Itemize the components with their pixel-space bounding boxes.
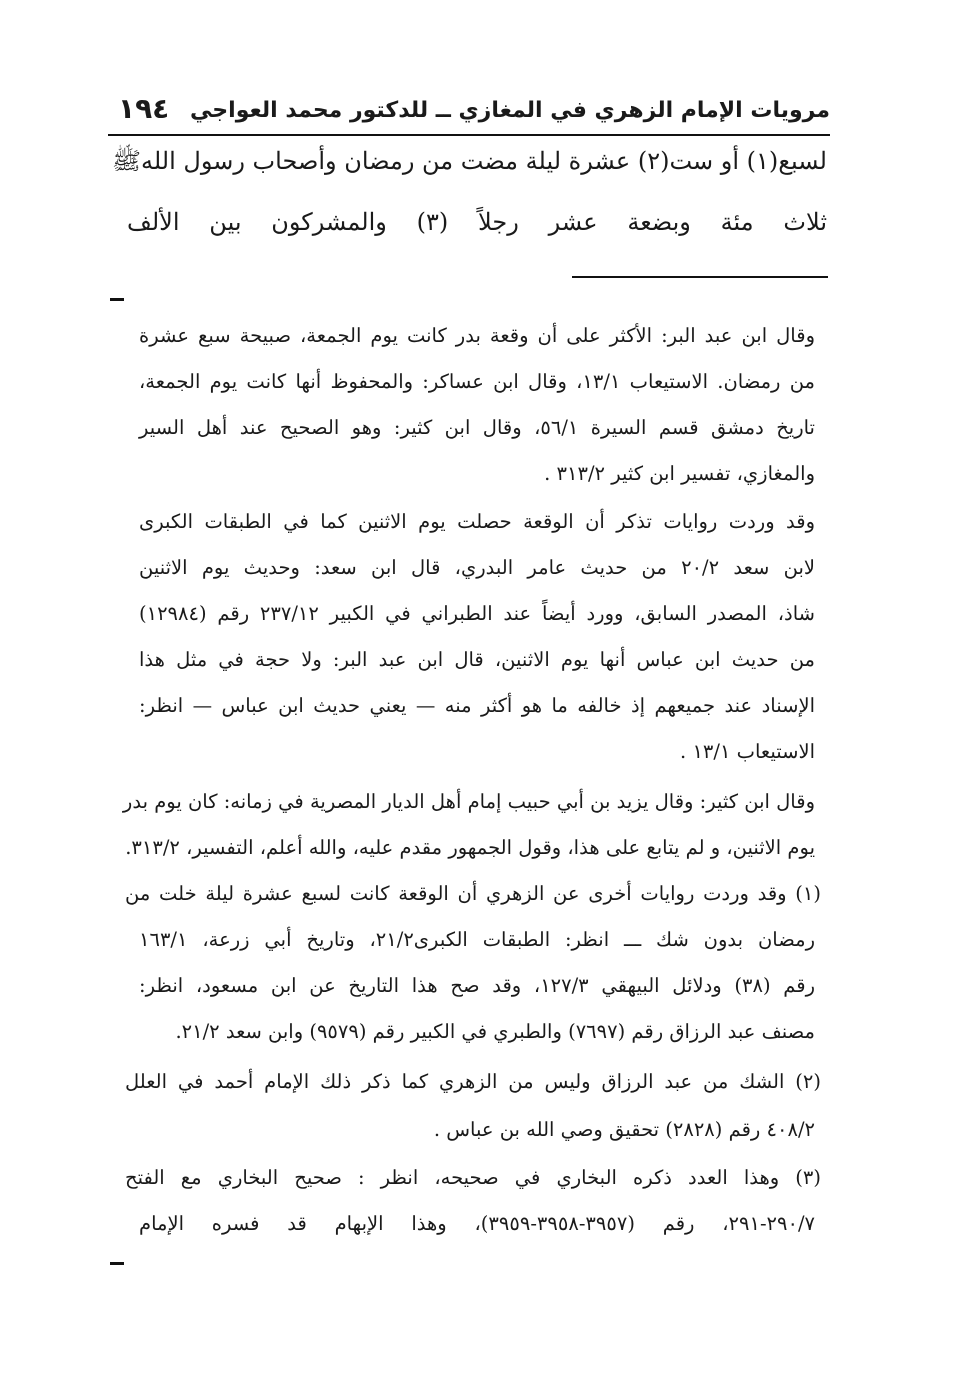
main-text-line: ثلاث مئة وبضعة عشر رجلاً (٣) والمشركون بين الألف xyxy=(127,208,828,236)
footnote-line: شاذ، المصدر السابق، وورد أيضاً عند الطبراني في الكبير ٢٣٧/١٢ رقم (١٢٩٨٤) xyxy=(139,602,815,625)
continuation-mark xyxy=(110,298,124,301)
footnote-line: (٢) الشك من عبد الرزاق وليس من الزهري كما ذكر ذلك الإمام أحمد في العلل xyxy=(125,1070,821,1093)
footnote-line: وقال ابن كثير: وقال يزيد بن أبي حبيب إمام أهل الديار المصرية في زمانه: كان يوم بدر xyxy=(122,790,815,813)
page-header xyxy=(108,92,830,136)
footnote-line: (٣) وهذا العدد ذكره البخاري في صحيحه، انظر : صحيح البخاري مع الفتح xyxy=(125,1166,821,1189)
continuation-mark xyxy=(110,1262,124,1265)
footnote-line: مصنف عبد الرزاق رقم (٧٦٩٧) والطبري في الكبير رقم (٩٥٧٩) وابن سعد ٢١/٢. xyxy=(175,1020,815,1043)
footnote-separator xyxy=(572,276,828,278)
footnote-line: لابن سعد ٢٠/٢ من حديث عامر البدري، قال ابن سعد: وحديث يوم الاثنين xyxy=(139,556,815,579)
footnote-line: والمغازي، تفسير ابن كثير ٣١٣/٢ . xyxy=(544,462,815,485)
footnote-line: يوم الاثنين، و لم يتابع على هذا، وقول الجمهور مقدم عليه، والله أعلم، التفسير، ٣١٣/٢. xyxy=(125,836,815,859)
footnote-line: الاستيعاب ١٣/١ . xyxy=(680,740,815,763)
footnote-line: من رمضان. الاستيعاب ١٣/١، وقال ابن عساكر: والمحفوظ أنها كانت يوم الجمعة، xyxy=(139,370,815,393)
footnote-line: (١) وقد وردت روايات أخرى عن الزهري أن الوقعة كانت لسبع عشرة ليلة خلت من xyxy=(125,882,821,905)
footnote-line: رقم (٣٨) ودلائل البيهقي ١٢٧/٣، وقد صح هذا التاريخ عن ابن مسعود، انظر: xyxy=(139,974,815,997)
footnote-line: ٤٠٨/٢ رقم (٢٨٢٨) تحقيق وصي الله بن عباس . xyxy=(433,1118,815,1141)
main-text-line: لسبع(١) أو ست(٢) عشرة ليلة مضت من رمضان وأصحاب رسول اللهﷺ xyxy=(111,147,827,175)
page-number: ١٩٤ xyxy=(118,92,170,125)
footnote-line: ٢٩٠/٧-٢٩١، رقم (٣٩٥٧-٣٩٥٨-٣٩٥٩)، وهذا الإبهام قد فسره الإمام xyxy=(139,1212,816,1235)
running-title: مرويات الإمام الزهري في المغازي ــ للدكتور محمد العواجي xyxy=(190,98,830,123)
footnote-line: رمضان بدون شك ـــ انظر: الطبقات الكبرى٢١/٢، وتاريخ أبي زرعة، ١٦٣/١ xyxy=(139,928,815,951)
footnote-line: من حديث ابن عباس أنها يوم الاثنين، قال ابن عبد البر: ولا حجة في مثل هذا xyxy=(139,648,815,671)
footnote-line: وقال ابن عبد البر: الأكثر على أن وقعة بدر كانت يوم الجمعة، صبيحة سبع عشرة xyxy=(139,324,815,347)
footnote-line: تاريخ دمشق قسم السيرة ٥٦/١، وقال ابن كثير: وهو الصحيح عند أهل السير xyxy=(139,416,815,439)
footnote-line: الإسناد عند جميعهم إذ خالفه ما هو أكثر منه — يعني حديث ابن عباس — انظر: xyxy=(139,694,815,717)
footnote-line: وقد وردت روايات تذكر أن الوقعة حصلت يوم الاثنين كما في الطبقات الكبرى xyxy=(139,510,815,533)
